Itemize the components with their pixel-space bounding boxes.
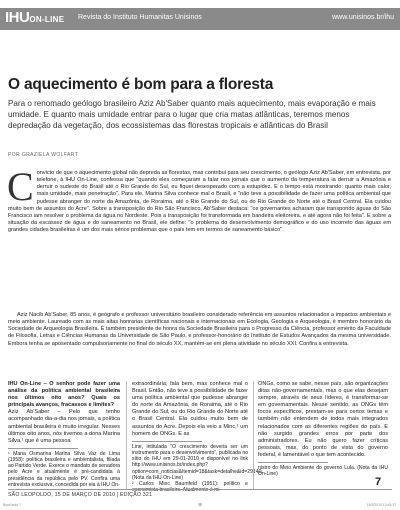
logo-main: IHU	[5, 9, 30, 26]
page-number: 7	[375, 476, 382, 488]
masthead	[0, 8, 400, 30]
drop-cap: C	[7, 164, 34, 209]
article-lead: Para o renomado geólogo brasileiro Aziz Ab'Saber quanto mais aquecimento, mais evaporação e mais umidade. E quanto mais umidade entrar para o lugar que cria matas atlânticas, teremos menos depredação da vegetação, dos ecossistemas das florestas tropicais e atlânticas do Brasil	[8, 99, 376, 130]
bio-paragraph: Aziz Nacib Ab'Saber, 85 anos, é geógrafo e professor universitário brasileiro considerado referência em assuntos relacionados a impactos ambientais e meio ambiente. Laureado com as mais altas honrarias científicas nacionais e internacionais em Ecologia, Geologia e Arqueologia, é membro honorário da Sociedade de Arqueologia Brasileira. É também presidente de honra da Sociedade Brasileira para o Progresso da Ciência, professor emérito da Faculdade de Filosofia, Letras e Ciências Humanas da Universidade de São Paulo, e professor-honorário do Instituto de Estudos Avançados da mesma universidade. Embora tenha se aposentado compulsoriamente no final do século XX, mantém-se em plena atividade no século XXI. Confira a entrevista.	[8, 312, 391, 347]
edition-line: SÃO LEOPOLDO, 15 DE MARÇO DE 2010 | EDIÇÃO 321	[8, 492, 153, 498]
article-byline: POR GRAZIELA WOLFART	[8, 152, 79, 158]
column-divider	[126, 381, 127, 489]
interview-answer: Aziz Ab'Saber – Pelo que tenho acompanhado dia-a-dia nos jornais, a política ambiental brasileira é muito irregular. Nesses últimos oito anos, nós tivemos a dona Marina Silva,¹ que é uma pessoa	[8, 409, 120, 444]
intro-text: onvicto de que o aquecimento global não depreda as florestas, mas contribui para seu crescimento, o geólogo Aziz Ab'Saber, em entrevista, por telefone, à IHU On-Line, confessa que "quando eles começaram a falar nos jornais que o aumento da temperatura ia derruir a Amazônia e derruir o sudeste do Brasil até o Rio Grande do Sul, eu fiquei desesperado com a estupidez. E o tempo está mostrando: quanto mais calor, mais umidade, mais penetração". Para ele, Marina Silva conhece mal o Brasil, e "não teve a possibilidade de fazer uma política ambiental que pudesse abranger do norte da Amazônia, de Roraima, até o Rio Grande do Sul, ou do Rio Grande do Norte até o Brasil Central. Ela cuidou muito bem de assuntos do Acre". Sobre a transposição do Rio São Francisco, Ab'Saber destaca: "os governantes acharam que transpondo águas do São Francisco iam resolver o problema da água no Nordeste. Pois a transposição foi transformada em bandeira eleitoreira, e até agora não foi feita". E sobre a situação da escassez de água e do saneamento no Brasil, ele define: "o problema do desenvolvimento demográfico e do uso incorreto das águas em grandes cidades brasileiras é um dos mais sérios problemas que o país tem em termos de saneamento básico".	[8, 170, 391, 234]
column-3-text: ONGs, como se sabe, nesse país, são organizações ditas não-governamentais, mas o que elas desejam sempre, através de seus líderes, é transformar-se em governamentais. Nesse sentido, as ONGs têm focos específicos, prestam-se para certos temas e também não entendem de todos mais integrados relacionados com as diferentes regiões do país. E não surgido grandes erros por parte dos administradores. Eu não quero fazer críticas pessoais, mas, do ponto de vista do governo federal, é lamentável o que tem acontecido.	[258, 381, 388, 458]
footnote-2-continued: nistro do Meio Ambiente do governo Lula. (Nota da IHU On-Line)	[258, 465, 388, 478]
logo-sub: ON-LINE	[29, 15, 65, 24]
ihu-online-logo	[5, 9, 64, 27]
footnote-divider	[8, 448, 78, 449]
registration-mark-icon: ⊕	[198, 502, 203, 508]
interview-column-3	[258, 381, 388, 477]
footnote-1: ¹ Maria Osmarina Marina Silva Vaz de Lima (1958): política brasileira e ambientalista, filiada ao Partido Verde. Exerce o mandato de senadora pelo Acre e atualmente é pré-candidata à presidência da república pelo PV. Confira uma entrevista exclusiva, concedida por ela à IHU On-	[8, 450, 120, 488]
slug-file: Book.indd 7	[3, 503, 21, 507]
footnote-2: ² Carlos Minc Baumfeld (1951): político e economista brasileiro. Atualmente é mi-	[132, 480, 248, 494]
footnote-1-continued: Line, intitulada "O crescimento deveria ser um instrumento para o desenvolvimento", publicada no sítio do IHU em 29-01-2010 e disponível no link http://www.unisinos.br/index.php?option=com_noticias&Itemid=18&task=detalhe&id=29140. (Nota da IHU On-Line)	[132, 443, 263, 481]
footnote-divider	[258, 462, 328, 463]
footer-divider	[8, 489, 392, 490]
interview-question: IHU On-Line – O senhor pode fazer uma análise da política ambiental brasileira nos últimos oito anos? Quais os principais avanços, fracassos e limites?	[8, 381, 120, 409]
magazine-tagline: Revista do Instituto Humanitas Unisinos	[78, 14, 202, 21]
magazine-url: www.unisinos.br/ihu	[332, 14, 394, 21]
article-title: O aquecimento é bom para a floresta	[8, 76, 274, 93]
footnote-divider	[132, 441, 202, 442]
intro-paragraph	[7, 164, 391, 234]
column-divider	[253, 381, 254, 489]
column-2-text: extraordinária, fala bem, mas conhece mal o Brasil. Então, não teve a possibilidade de fazer uma política ambiental que pudesse abranger do norte da Amazônia, de Roraima, até o Rio Grande do Sul, ou do Rio Grande do Norte até o Brasil Central. Ela cuidou muito bem de assuntos do Acre. Depois ela veio a Minc,² um homem de ONGs. E as	[132, 381, 248, 437]
interview-column-2	[132, 381, 263, 494]
crop-margin	[0, 0, 400, 4]
interview-column-1	[8, 381, 120, 488]
print-slug	[0, 502, 400, 510]
slug-timestamp: 15/3/2010 13:45:17	[366, 503, 396, 507]
